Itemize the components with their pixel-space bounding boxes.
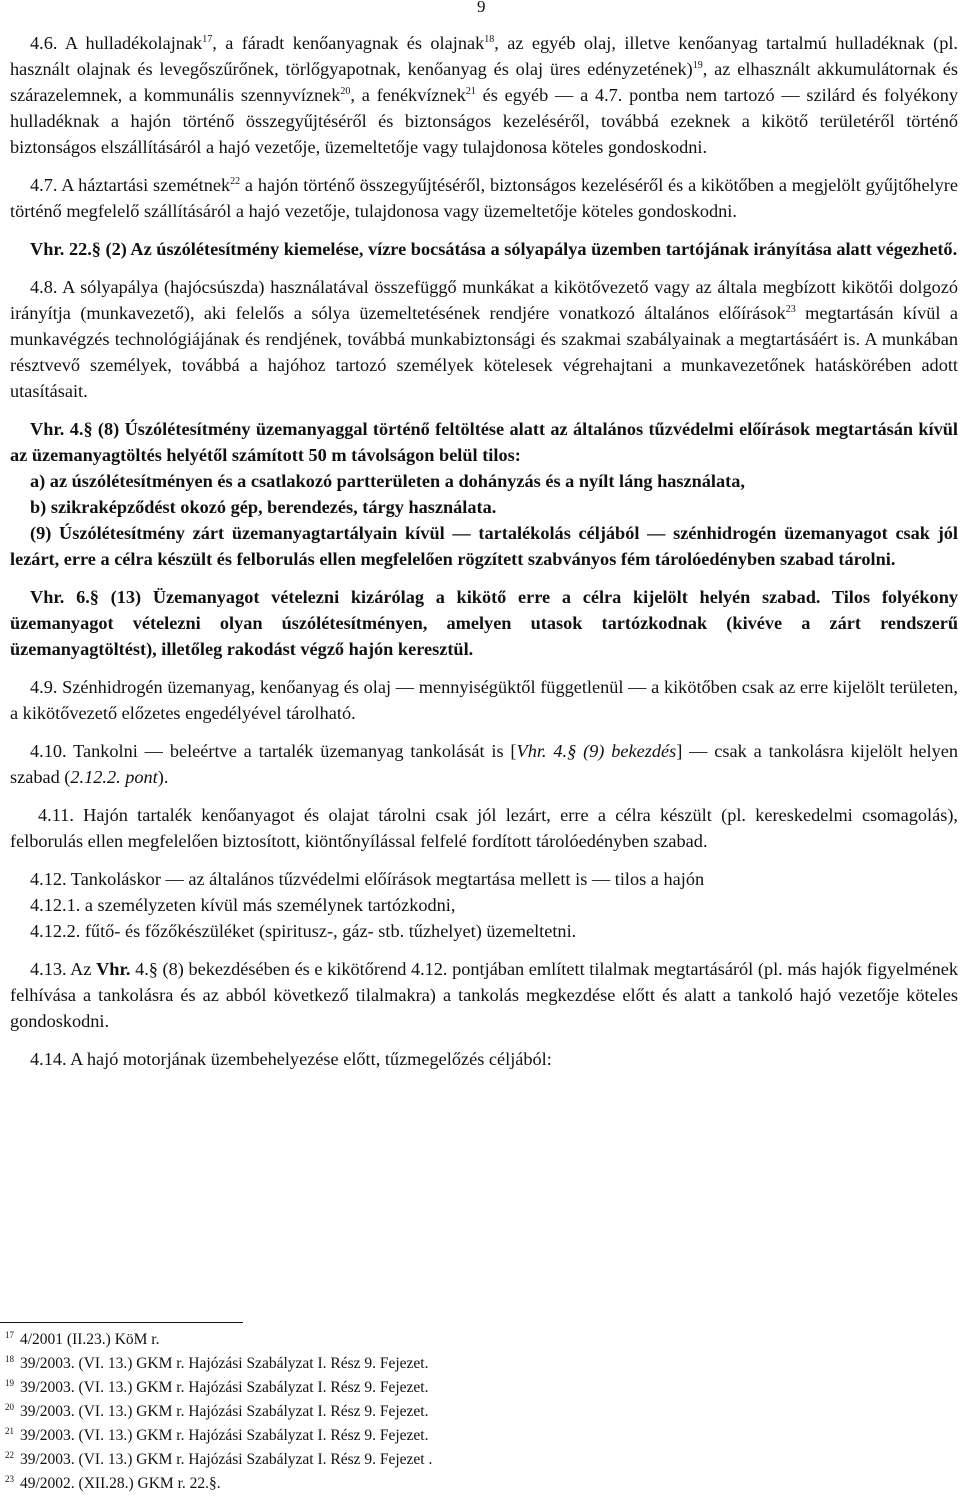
page-number: 9 (477, 0, 486, 16)
footnote-23 (0, 1472, 960, 1496)
footnote-text: 49/2002. (XII.28.) GKM r. 22.§. (20, 1475, 221, 1492)
footnote-text: 39/2003. (VI. 13.) GKM r. Hajózási Szabályzat I. Rész 9. Fejezet. (20, 1355, 429, 1372)
paragraph-p5: Vhr. 4.§ (8) Úszólétesítmény üzemanyaggal történő feltöltése alatt az általános tűzvédelmi előírások megtartásán kívül az üzemanyagtöltés helyétől számított 50 m távolságon belül tilos: (10, 419, 958, 465)
paragraph-p7: 4.9. Szénhidrogén üzemanyag, kenőanyag és olaj — mennyiségüktől függetlenül — a kikötőben csak az erre kijelölt területen, a kikötővezető előzetes engedélyével tárolható. (10, 677, 958, 723)
paragraph-p6: Vhr. 6.§ (13) Üzemanyagot vételezni kizárólag a kikötő erre a célra kijelölt helyén szabad. Tilos folyékony üzemanyagot vételezni olyan úszólétesítményen, amelyen utasok tartózkodnak (kivéve a zárt rendszerű üzemanyagtöltést), illetőleg rakodást végző hajón keresztül. (10, 587, 958, 659)
footnote-number: 23 (5, 1473, 14, 1484)
footnote-22 (0, 1448, 960, 1472)
footnote-18 (0, 1352, 960, 1376)
paragraph-p1: 4.6. A hulladékolajnak$^{17}$, a fáradt kenőanyagnak és olajnak$^{18}$, az egyéb olaj, illetve kenőanyag tartalmú hulladéknak (pl. használt olajnak és levegőszűrőnek, törlőgyapotnak, kenőanyag és olaj üres edényzetének)$^{19}$, az elhasznált akkumulátornak és szárazelemnek, a kommunális szennyvíznek$^{20}$, a fenékvíznek$^{21}$ és egyéb — a 4.7. pontba nem tartozó — szilárd és folyékony hulladéknak a hajón történő összegyűjtéséről és biztonságos kezeléséről, továbbá ezeknek a kikötő területéről történő biztonságos elszállításáról a hajó vezetője, üzemeltetője vagy tulajdonosa köteles gondoskodni. (10, 33, 958, 157)
footnote-separator (0, 1322, 243, 1323)
paragraph-p10b: 4.12.2. fűtő- és főzőkészüléket (spiritusz-, gáz- stb. tűzhelyet) üzemeltetni. (30, 921, 577, 941)
paragraph-p10a: 4.12.1. a személyzeten kívül más személynek tartózkodni, (30, 895, 456, 915)
footnote-text: 39/2003. (VI. 13.) GKM r. Hajózási Szabályzat I. Rész 9. Fejezet. (20, 1379, 429, 1396)
footnote-text: 39/2003. (VI. 13.) GKM r. Hajózási Szabályzat I. Rész 9. Fejezet . (20, 1451, 433, 1468)
paragraph-p10: 4.12. Tankoláskor — az általános tűzvédelmi előírások megtartása mellett is — tilos a hajón (30, 869, 705, 889)
paragraph-p5a: a) az úszólétesítményen és a csatlakozó partterületen a dohányzás és a nyílt láng használata, (30, 471, 745, 491)
paragraph-p5c: (9) Úszólétesítmény zárt üzemanyagtartályain kívül — tartalékolás céljából — szénhidrogén üzemanyagot csak jól lezárt, erre a célra készült és felborulás ellen megfelelően rögzített szabványos fém tárolóedényben szabad tárolni. (10, 523, 958, 569)
footnote-list (0, 1328, 960, 1496)
footnote-number: 17 (5, 1329, 14, 1340)
footnote-number: 18 (5, 1353, 14, 1364)
document-body (10, 30, 958, 1084)
paragraph-p9: 4.11. Hajón tartalék kenőanyagot és olajat tárolni csak jól lezárt, erre a célra készült (pl. kereskedelmi csomagolás), felborulás ellen megfelelően biztosított, kiöntőnyílással felfelé fordított tárolóedényben szabad. (10, 805, 958, 851)
footnote-number: 22 (5, 1449, 14, 1460)
footnote-19 (0, 1376, 960, 1400)
paragraph-p8: 4.10. Tankolni — beleértve a tartalék üzemanyag tankolását is [Vhr. 4.§ (9) bekezdés] — csak a tankolásra kijelölt helyen szabad (2.12.2. pont). (10, 741, 958, 787)
footnote-text: 39/2003. (VI. 13.) GKM r. Hajózási Szabályzat I. Rész 9. Fejezet. (20, 1403, 429, 1420)
footnote-21 (0, 1424, 960, 1448)
paragraph-p11: 4.13. Az Vhr. 4.§ (8) bekezdésében és e kikötőrend 4.12. pontjában említett tilalmak megtartásáról (pl. más hajók figyelmének felhívása a tankolásra és az abból következő tilalmakra) a tankolás megkezdése előtt és alatt a tankoló hajó vezetője köteles gondoskodni. (10, 959, 959, 1031)
paragraph-p5b: b) szikraképződést okozó gép, berendezés, tárgy használata. (30, 497, 497, 517)
footnote-number: 20 (5, 1401, 14, 1412)
paragraph-p12: 4.14. A hajó motorjának üzembehelyezése előtt, tűzmegelőzés céljából: (30, 1049, 552, 1069)
footnotes (0, 1322, 960, 1496)
footnote-text: 39/2003. (VI. 13.) GKM r. Hajózási Szabályzat I. Rész 9. Fejezet. (20, 1427, 429, 1444)
footnote-number: 19 (5, 1377, 14, 1388)
paragraph-p4: 4.8. A sólyapálya (hajócsúszda) használatával összefüggő munkákat a kikötővezető vagy az általa megbízott kikötői dolgozó irányítja (munkavezető), aki felelős a sólya üzemeltetésének rendjére vonatkozó általános előírások$^{23}$ megtartásán kívül a munkavégzés technológiájának és rendjének, továbbá munkabiztonsági és szakmai szabályainak a megtartásáért is. A munkában résztvevő személyek, továbbá a hajóhoz tartozó személyek kötelesek végrehajtani a munkavezetőnek hatáskörében adott utasításait. (10, 277, 958, 401)
footnote-number: 21 (5, 1425, 14, 1436)
paragraph-p2: 4.7. A háztartási szemétnek$^{22}$ a hajón történő összegyűjtéséről, biztonságos kezeléséről és a kikötőben a megjelölt gyűjtőhelyre történő megfelelő szállításáról a hajó vezetője, tulajdonosa vagy üzemeltetője köteles gondoskodni. (10, 175, 958, 221)
footnote-17 (0, 1328, 960, 1352)
footnote-20 (0, 1400, 960, 1424)
paragraph-p3: Vhr. 22.§ (2) Az úszólétesítmény kiemelése, vízre bocsátása a sólyapálya üzemben tartójának irányítása alatt végezhető. (30, 239, 958, 259)
footnote-text: 4/2001 (II.23.) KöM r. (20, 1331, 160, 1348)
